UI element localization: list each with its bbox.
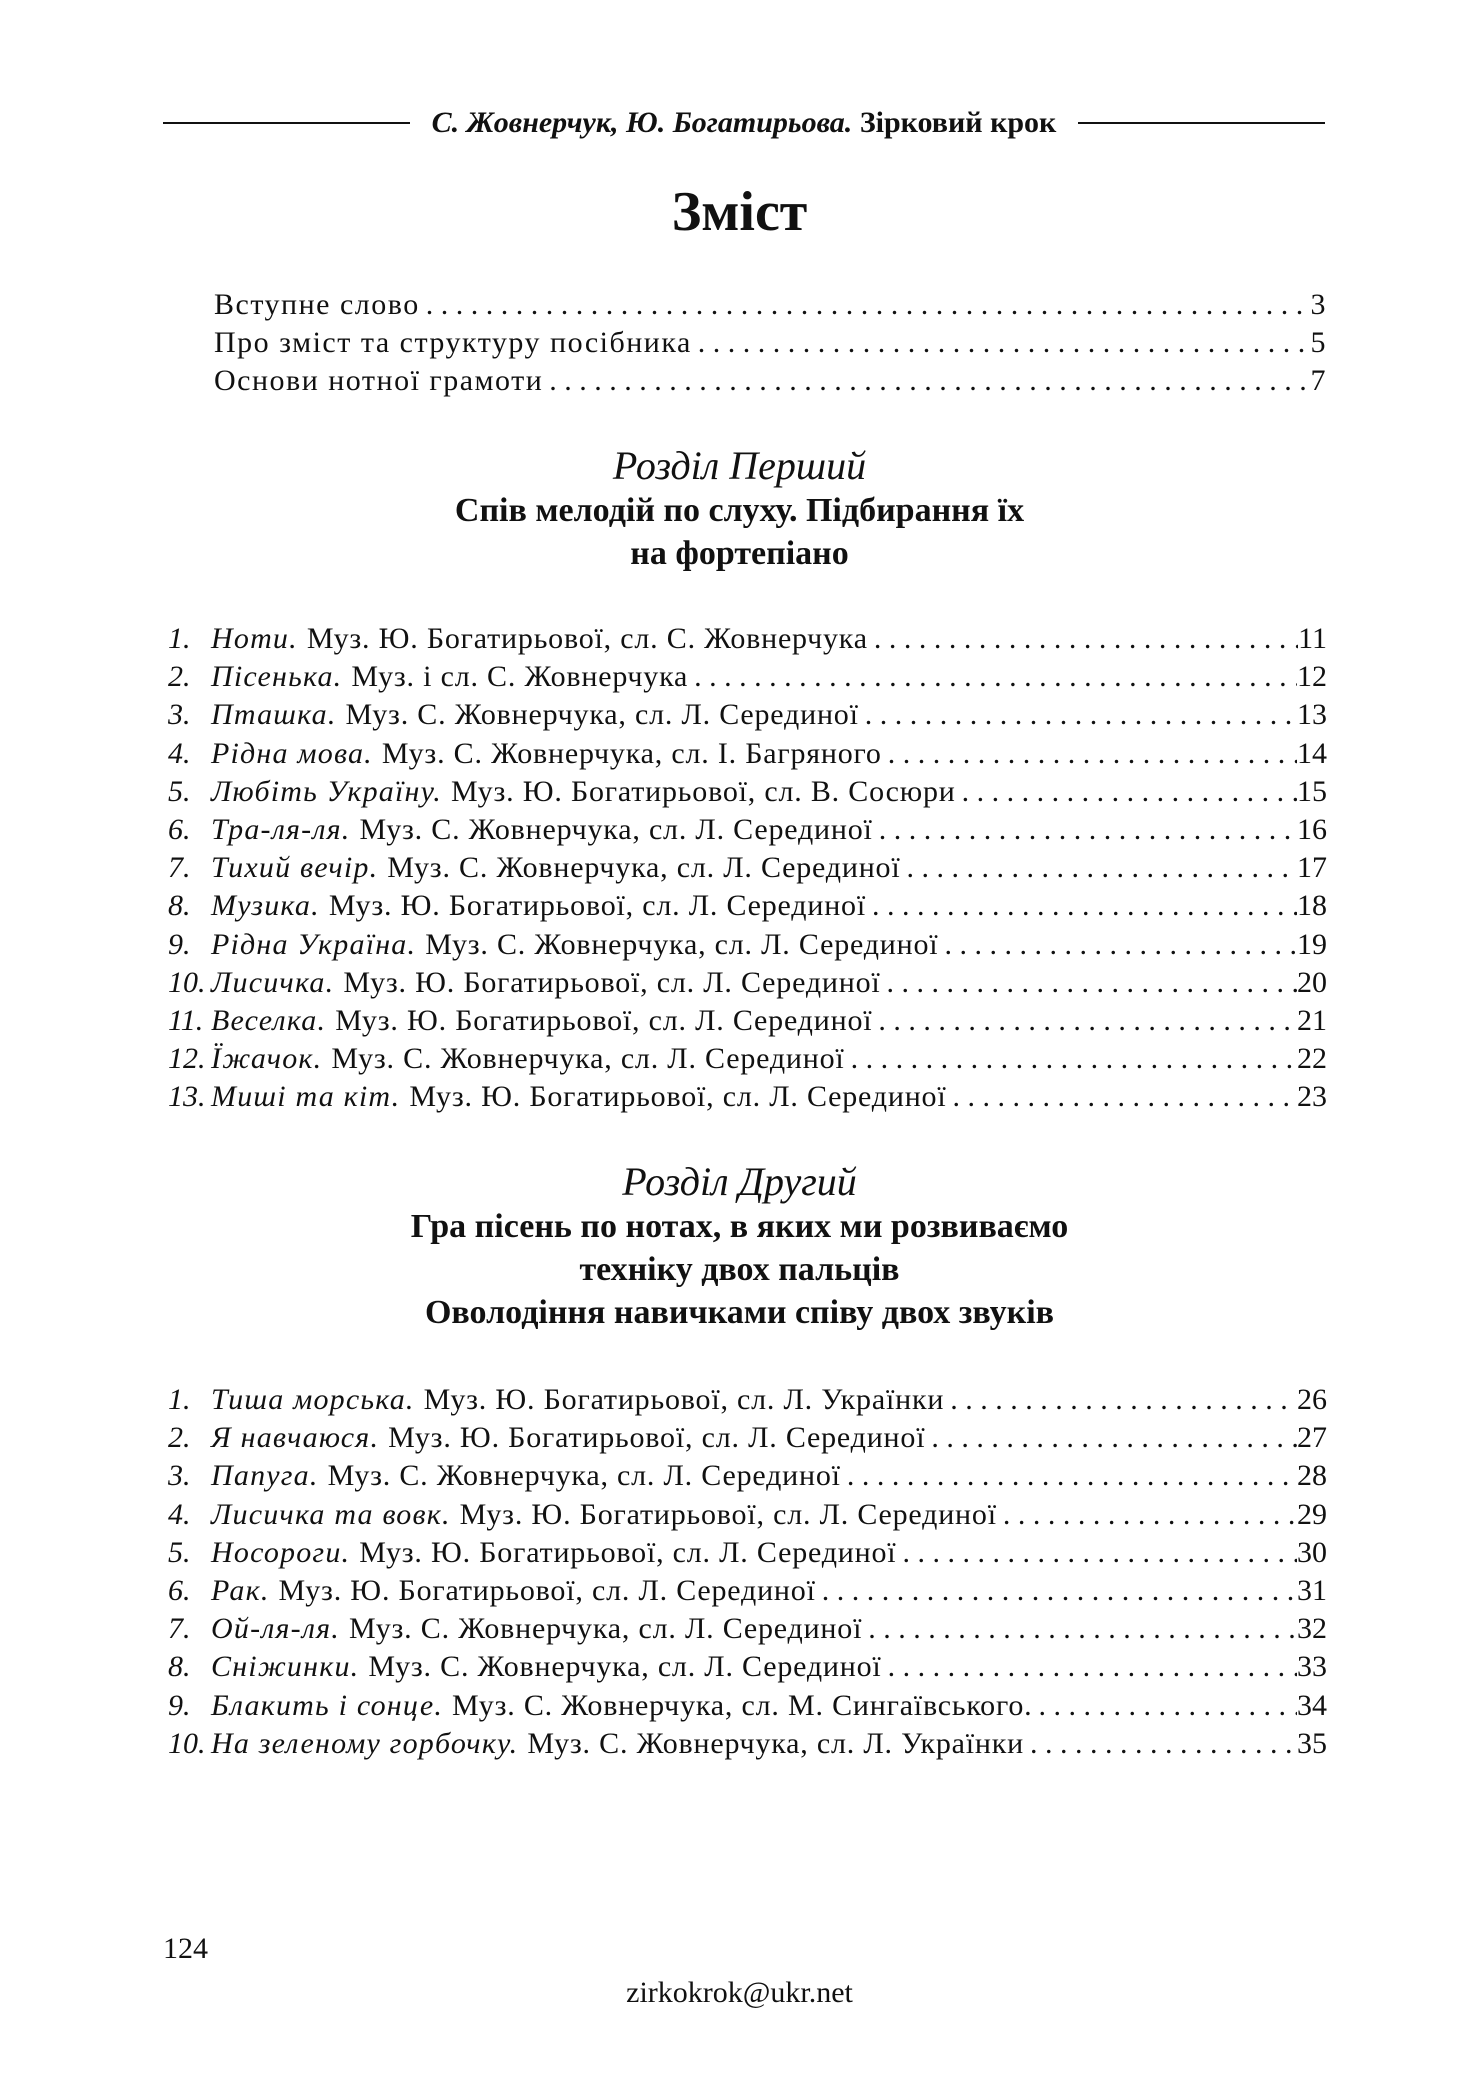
running-header [163,103,1325,143]
toc-entry-page: 3 [1310,288,1327,321]
toc-entry-credit: Муз. С. Жовнерчука, сл. Л. Серединої [387,851,901,885]
toc-entry [168,889,1327,927]
toc-entry-index: 8. [168,889,191,923]
dot-leader [901,851,1298,885]
toc-entry-page: 29 [1297,1497,1327,1531]
page-title: Зміст [671,181,808,243]
toc-entry-song: Рак. [211,1574,270,1607]
toc-entry-song: Ой-ля-ля. [211,1612,340,1646]
toc-entry-song: Рідна мова. [211,736,373,770]
toc-entry-index: 7. [168,1612,191,1646]
toc-entry [168,698,1327,736]
toc-entry [214,288,1327,326]
toc-entry-page: 18 [1297,889,1327,923]
toc-entry-index: 1. [168,1383,191,1416]
toc-entry-credit: Муз. Ю. Богатирьової, сл. Л. Серединої [359,1535,897,1569]
section-1-heading [0,442,1479,575]
toc-entry [168,1498,1327,1536]
section-label: Розділ Перший [612,443,867,488]
toc-entry-title: Вступне слово [214,288,420,321]
toc-entry-page: 16 [1297,813,1327,846]
dot-leader [882,1650,1297,1684]
toc-entry [168,1459,1327,1497]
dot-leader [845,1042,1297,1076]
toc-entry-page: 19 [1297,927,1327,961]
toc-entry [168,1383,1327,1421]
toc-entry-page: 13 [1297,698,1327,732]
toc-entry [168,1650,1327,1688]
toc-entry-song: Лисичка. [211,965,335,999]
toc-entry-index: 11. [168,1004,204,1037]
toc-entry-credit: Муз. С. Жовнерчука, сл. Л. Серединої [345,698,859,732]
toc-entry-song: Блакить і сонце. [211,1688,444,1722]
toc-entry [168,966,1327,1004]
toc-entry-credit: Муз. С. Жовнерчука, сл. Л. Серединої [331,1042,845,1076]
toc-entry-page: 34 [1297,1688,1327,1722]
toc-entry-index: 8. [168,1650,191,1684]
toc-entry-index: 13. [168,1080,206,1114]
footer-email: zirkokrok@ukr.net [626,1976,853,2009]
dot-leader [881,966,1297,1000]
section-title-line: Оволодіння навичками співу двох звуків [424,1294,1055,1331]
toc-entry-song: Я навчаюся. [211,1421,380,1455]
dot-leader [1032,1689,1297,1723]
toc-entry-credit: Муз. С. Жовнерчука, сл. Л. Серединої [349,1612,863,1646]
toc-entry-index: 6. [168,1574,191,1607]
toc-entry-song: Пташка. [211,698,337,732]
header-authors: С. Жовнерчук, Ю. Богатирьова. [431,106,853,139]
toc-entry-song: Ноти. [211,622,298,655]
toc-entry-page: 15 [1297,774,1327,808]
toc-entry-song: Папуга. [211,1459,319,1493]
section-title-line: техніку двох пальців [579,1251,900,1288]
toc-entry-song: Пісенька. [211,660,343,694]
toc-entry-page: 7 [1310,364,1327,397]
toc-entry-credit: Муз. С. Жовнерчука, сл. Л. Серединої [368,1650,882,1684]
toc-entry [168,1536,1327,1574]
toc-entry-credit: Муз. С. Жовнерчука, сл. Л. Серединої [359,813,873,846]
toc-entry [168,1042,1327,1080]
toc-entry-song: Музика. [211,889,320,923]
toc-entry-song: Тиша морська. [211,1383,415,1416]
toc-entry-index: 10. [168,1726,206,1760]
toc-entry [168,1612,1327,1650]
toc-entry-index: 3. [168,1459,191,1493]
toc-entry-page: 26 [1297,1383,1327,1416]
dot-leader [841,1459,1297,1493]
page-number: 124 [163,1932,208,1965]
toc-entry-page: 31 [1297,1574,1327,1607]
toc-entry-page: 23 [1297,1080,1327,1114]
toc-entry-index: 4. [168,1497,191,1531]
section-title-line: Гра пісень по нотах, в яких ми розвиваємо [410,1208,1069,1245]
toc-entry-page: 5 [1310,326,1327,359]
section-label: Розділ Другий [622,1159,857,1204]
dot-leader [882,737,1297,771]
header-rule-right [1078,122,1325,124]
toc-entry-index: 3. [168,698,191,732]
toc-entry-credit: Муз. Ю. Богатирьової, сл. Л. Українки [423,1383,945,1416]
dot-leader [862,1612,1297,1646]
dot-leader [997,1498,1297,1532]
toc-entry-index: 6. [168,813,191,846]
toc-entry-title: Основи нотної грамоти [214,364,544,397]
toc-entry-index: 9. [168,1688,191,1722]
toc-entry-song: Носороги. [211,1535,351,1569]
dot-leader [868,622,1298,656]
toc-entry-title: Про зміст та структуру посібника [214,326,692,359]
toc-entry [168,775,1327,813]
toc-entry-page: 17 [1297,851,1327,885]
toc-entry [168,1689,1327,1727]
toc-entry-index: 10. [168,965,206,999]
toc-entry [168,1574,1327,1612]
toc-entry-song: Лисичка та вовк. [211,1497,451,1531]
toc-entry-index: 4. [168,736,191,770]
toc-entry [168,813,1327,851]
header-rule-left [163,122,410,124]
header-book-title: Зірковий крок [859,106,1057,139]
toc-entry-index: 12. [168,1042,206,1076]
toc-entry-index: 5. [168,1535,191,1569]
toc-entry-index: 7. [168,851,191,885]
toc-entry-credit: Муз. С. Жовнерчука, сл. Л. Серединої [425,927,939,961]
dot-leader [543,364,1310,398]
toc-entry-song: Любіть Україну. [211,774,442,808]
toc-entry-credit: Муз. Ю. Богатирьової, сл. В. Сосюри [450,774,956,808]
toc-entry [168,928,1327,966]
toc-entry-song: Рідна Україна. [211,927,417,961]
section-2-heading [0,1158,1479,1334]
toc-entry-song: Їжачок. [211,1042,323,1076]
toc-entry-song: Веселка. [211,1004,327,1037]
toc-entry-index: 2. [168,1421,191,1455]
toc-entry [168,851,1327,889]
dot-leader [1024,1727,1297,1761]
toc-entry [168,1421,1327,1459]
dot-leader [944,1383,1297,1417]
dot-leader [866,889,1297,923]
toc-entry-song: Миші та кіт. [211,1080,401,1114]
header-text [410,106,1079,140]
toc-entry-index: 2. [168,660,191,694]
dot-leader [859,698,1297,732]
toc-entry-page: 20 [1297,965,1327,999]
toc-entry [168,1080,1327,1118]
toc-entry-page: 35 [1297,1726,1327,1760]
toc-entry-credit: Муз. Ю. Богатирьової, сл. Л. Серединої [328,889,866,923]
toc-entry-song: Тихий вечір. [211,851,379,885]
toc-entry-credit: Муз. С. Жовнерчука, сл. Л. Серединої [327,1459,841,1493]
toc-entry [168,1004,1327,1042]
toc-entry [168,622,1327,660]
dot-leader [925,1421,1297,1455]
toc-entry-credit: Муз. Ю. Богатирьової, сл. Л. Серединої [409,1080,947,1114]
toc-entry-credit: Муз. Ю. Богатирьової, сл. Л. Серединої [388,1421,926,1455]
toc-entry-page: 33 [1297,1650,1327,1684]
dot-leader [872,1004,1297,1038]
toc-entry-index: 1. [168,622,191,655]
toc-entry-page: 28 [1297,1459,1327,1493]
dot-leader [947,1080,1298,1114]
dot-leader [956,775,1297,809]
dot-leader [688,660,1297,694]
toc-entry [168,737,1327,775]
toc-entry-credit: Муз. С. Жовнерчука, сл. М. Сингаївського. [452,1688,1033,1722]
section-title-line: на фортепіано [630,535,849,572]
toc-entry-credit: Муз. С. Жовнерчука, сл. Л. Українки [527,1726,1024,1760]
section-title-line: Спів мелодій по слуху. Підбирання їх [454,492,1025,529]
toc-entry-page: 11 [1298,622,1327,655]
toc-entry-song: Сніжинки. [211,1650,360,1684]
dot-leader [938,928,1297,962]
toc-entry [168,660,1327,698]
dot-leader [873,813,1297,847]
toc-entry-song: На зеленому горбочку. [211,1726,519,1760]
toc-entry-page: 12 [1297,660,1327,694]
toc-entry-credit: Муз. і сл. С. Жовнерчука [351,660,689,694]
dot-leader [420,288,1311,322]
toc-entry-credit: Муз. Ю. Богатирьової, сл. Л. Серединої [278,1574,816,1607]
toc-entry-credit: Муз. С. Жовнерчука, сл. І. Багряного [381,736,882,770]
toc-entry-page: 14 [1297,736,1327,770]
toc-entry-credit: Муз. Ю. Богатирьової, сл. Л. Серединої [459,1497,997,1531]
toc-entry-credit: Муз. Ю. Богатирьової, сл. Л. Серединої [343,965,881,999]
dot-leader [692,326,1311,360]
toc-entry [214,364,1327,402]
toc-entry-page: 21 [1297,1004,1327,1037]
toc-entry-index: 5. [168,774,191,808]
toc-entry-index: 9. [168,927,191,961]
toc-entry-song: Тра-ля-ля. [211,813,351,846]
toc-entry [168,1727,1327,1765]
toc-entry-page: 27 [1297,1421,1327,1455]
dot-leader [896,1536,1297,1570]
toc-entry-page: 22 [1297,1042,1327,1076]
toc-entry [214,326,1327,364]
toc-entry-credit: Муз. Ю. Богатирьової, сл. Л. Серединої [335,1004,873,1037]
dot-leader [816,1574,1297,1608]
toc-entry-page: 30 [1297,1535,1327,1569]
toc-entry-credit: Муз. Ю. Богатирьової, сл. С. Жовнерчука [306,622,868,655]
toc-entry-page: 32 [1297,1612,1327,1646]
